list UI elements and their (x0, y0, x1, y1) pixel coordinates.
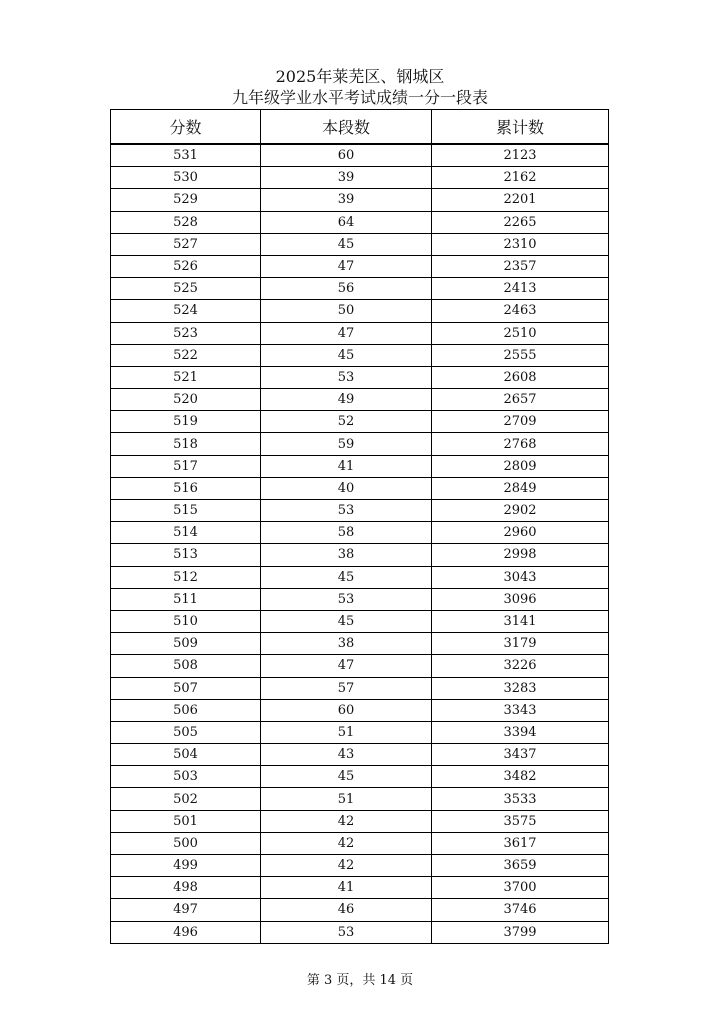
score-cell: 530 (111, 167, 261, 189)
score-cell: 500 (111, 832, 261, 854)
segment-count-cell: 51 (261, 788, 432, 810)
cumulative-count-cell: 3575 (432, 810, 609, 832)
cumulative-count-cell: 2657 (432, 389, 609, 411)
table-row (111, 877, 609, 899)
cumulative-count-cell: 2162 (432, 167, 609, 189)
table-row (111, 455, 609, 477)
table-row (111, 633, 609, 655)
score-cell: 523 (111, 322, 261, 344)
table-row (111, 788, 609, 810)
cumulative-count-cell: 3394 (432, 721, 609, 743)
table-row (111, 544, 609, 566)
table-row (111, 832, 609, 854)
score-cell: 501 (111, 810, 261, 832)
table-row (111, 566, 609, 588)
score-cell: 502 (111, 788, 261, 810)
segment-count-cell: 47 (261, 255, 432, 277)
score-cell: 517 (111, 455, 261, 477)
segment-count-cell: 60 (261, 699, 432, 721)
table-row (111, 411, 609, 433)
table-row (111, 744, 609, 766)
segment-count-cell: 42 (261, 832, 432, 854)
segment-count-cell: 39 (261, 167, 432, 189)
cumulative-count-cell: 2201 (432, 189, 609, 211)
segment-count-cell: 53 (261, 366, 432, 388)
segment-count-cell: 56 (261, 278, 432, 300)
score-cell: 503 (111, 766, 261, 788)
score-distribution-table (110, 109, 609, 944)
segment-count-cell: 41 (261, 455, 432, 477)
table-row (111, 588, 609, 610)
score-cell: 505 (111, 721, 261, 743)
table-row (111, 144, 609, 167)
segment-count-cell: 42 (261, 855, 432, 877)
segment-count-cell: 45 (261, 233, 432, 255)
table-row (111, 278, 609, 300)
segment-count-cell: 47 (261, 322, 432, 344)
segment-count-cell: 50 (261, 300, 432, 322)
cumulative-count-cell: 3141 (432, 610, 609, 632)
score-cell: 513 (111, 544, 261, 566)
cumulative-count-cell: 2809 (432, 455, 609, 477)
cumulative-count-cell: 3700 (432, 877, 609, 899)
segment-count-cell: 38 (261, 544, 432, 566)
segment-count-cell: 58 (261, 522, 432, 544)
segment-count-cell: 53 (261, 588, 432, 610)
score-cell: 528 (111, 211, 261, 233)
table-row (111, 344, 609, 366)
table-row (111, 211, 609, 233)
cumulative-count-cell: 2768 (432, 433, 609, 455)
table-row (111, 721, 609, 743)
table-row (111, 610, 609, 632)
score-cell: 531 (111, 144, 261, 167)
score-cell: 499 (111, 855, 261, 877)
cumulative-count-cell: 3179 (432, 633, 609, 655)
table-header-row (111, 110, 609, 145)
cumulative-count-cell: 2310 (432, 233, 609, 255)
segment-count-cell: 45 (261, 610, 432, 632)
segment-count-cell: 40 (261, 477, 432, 499)
score-cell: 527 (111, 233, 261, 255)
score-cell: 514 (111, 522, 261, 544)
segment-count-cell: 39 (261, 189, 432, 211)
segment-count-cell: 47 (261, 655, 432, 677)
cumulative-count-cell: 3043 (432, 566, 609, 588)
score-cell: 509 (111, 633, 261, 655)
score-cell: 504 (111, 744, 261, 766)
score-cell: 508 (111, 655, 261, 677)
segment-count-cell: 45 (261, 766, 432, 788)
segment-count-cell: 38 (261, 633, 432, 655)
cumulative-count-cell: 3659 (432, 855, 609, 877)
score-cell: 507 (111, 677, 261, 699)
table-row (111, 433, 609, 455)
table-row (111, 699, 609, 721)
segment-count-cell: 45 (261, 566, 432, 588)
segment-count-cell: 43 (261, 744, 432, 766)
score-cell: 512 (111, 566, 261, 588)
cumulative-count-cell: 3226 (432, 655, 609, 677)
segment-count-cell: 46 (261, 899, 432, 921)
column-header-cumulative-count: 累计数 (432, 110, 609, 145)
cumulative-count-cell: 3533 (432, 788, 609, 810)
segment-count-cell: 57 (261, 677, 432, 699)
table-row (111, 233, 609, 255)
score-cell: 524 (111, 300, 261, 322)
cumulative-count-cell: 3799 (432, 921, 609, 943)
cumulative-count-cell: 2555 (432, 344, 609, 366)
score-cell: 498 (111, 877, 261, 899)
score-cell: 496 (111, 921, 261, 943)
table-row (111, 300, 609, 322)
cumulative-count-cell: 3617 (432, 832, 609, 854)
score-cell: 522 (111, 344, 261, 366)
table-row (111, 477, 609, 499)
cumulative-count-cell: 3482 (432, 766, 609, 788)
page-footer: 第 3 页，共 14 页 (306, 973, 414, 988)
segment-count-cell: 51 (261, 721, 432, 743)
cumulative-count-cell: 2960 (432, 522, 609, 544)
table-row (111, 189, 609, 211)
cumulative-count-cell: 3283 (432, 677, 609, 699)
cumulative-count-cell: 2123 (432, 144, 609, 167)
score-cell: 515 (111, 500, 261, 522)
score-cell: 516 (111, 477, 261, 499)
cumulative-count-cell: 2902 (432, 500, 609, 522)
score-cell: 529 (111, 189, 261, 211)
segment-count-cell: 49 (261, 389, 432, 411)
table-body (111, 144, 609, 943)
document-title-line-1: 2025年莱芜区、钢城区 (275, 67, 445, 86)
score-cell: 511 (111, 588, 261, 610)
table-row (111, 255, 609, 277)
score-cell: 525 (111, 278, 261, 300)
table-row (111, 366, 609, 388)
segment-count-cell: 53 (261, 500, 432, 522)
cumulative-count-cell: 2357 (432, 255, 609, 277)
score-cell: 510 (111, 610, 261, 632)
score-cell: 518 (111, 433, 261, 455)
segment-count-cell: 59 (261, 433, 432, 455)
score-cell: 520 (111, 389, 261, 411)
table-row (111, 677, 609, 699)
score-cell: 519 (111, 411, 261, 433)
score-cell: 506 (111, 699, 261, 721)
segment-count-cell: 42 (261, 810, 432, 832)
segment-count-cell: 60 (261, 144, 432, 167)
table-row (111, 322, 609, 344)
table-row (111, 167, 609, 189)
cumulative-count-cell: 3096 (432, 588, 609, 610)
cumulative-count-cell: 3746 (432, 899, 609, 921)
table-row (111, 389, 609, 411)
score-cell: 497 (111, 899, 261, 921)
table-row (111, 766, 609, 788)
table-row (111, 899, 609, 921)
cumulative-count-cell: 3343 (432, 699, 609, 721)
segment-count-cell: 53 (261, 921, 432, 943)
document-title-line-2: 九年级学业水平考试成绩一分一段表 (231, 88, 488, 107)
segment-count-cell: 45 (261, 344, 432, 366)
table-row (111, 655, 609, 677)
cumulative-count-cell: 2709 (432, 411, 609, 433)
cumulative-count-cell: 2265 (432, 211, 609, 233)
cumulative-count-cell: 2998 (432, 544, 609, 566)
segment-count-cell: 52 (261, 411, 432, 433)
score-cell: 521 (111, 366, 261, 388)
table-row (111, 810, 609, 832)
cumulative-count-cell: 2510 (432, 322, 609, 344)
cumulative-count-cell: 2413 (432, 278, 609, 300)
cumulative-count-cell: 2463 (432, 300, 609, 322)
score-cell: 526 (111, 255, 261, 277)
table-row (111, 522, 609, 544)
table-row (111, 921, 609, 943)
table-row (111, 500, 609, 522)
column-header-score: 分数 (111, 110, 261, 145)
column-header-segment-count: 本段数 (261, 110, 432, 145)
cumulative-count-cell: 2608 (432, 366, 609, 388)
table-row (111, 855, 609, 877)
segment-count-cell: 64 (261, 211, 432, 233)
cumulative-count-cell: 2849 (432, 477, 609, 499)
cumulative-count-cell: 3437 (432, 744, 609, 766)
segment-count-cell: 41 (261, 877, 432, 899)
